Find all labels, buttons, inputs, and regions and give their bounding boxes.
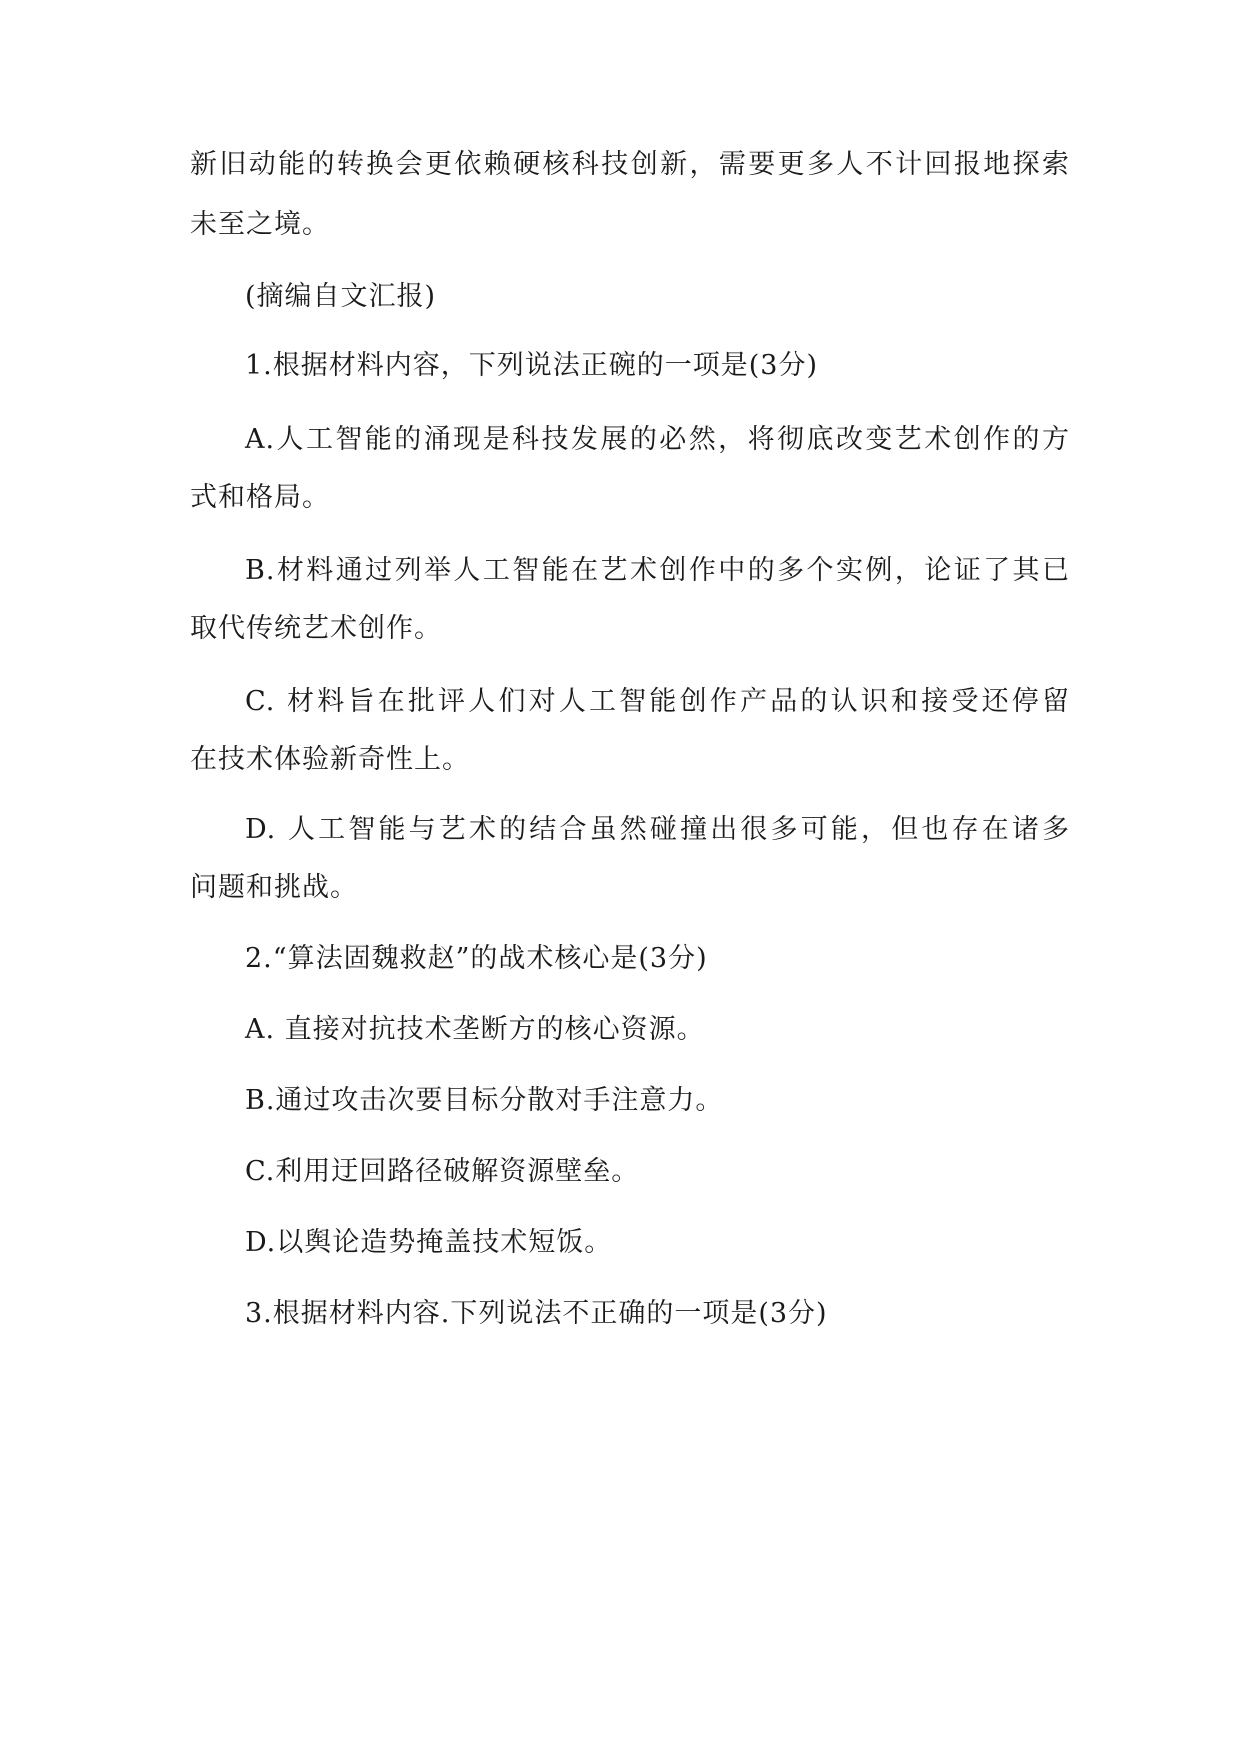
question-1-option-c-line-1: C. 材料旨在批评人们对人工智能创作产品的认识和接受还停留 bbox=[245, 686, 1070, 717]
intro-paragraph-line-2: 未至之境。 bbox=[190, 209, 330, 240]
question-1-option-a-line-1: A.人工智能的涌现是科技发展的必然，将彻底改变艺术创作的方 bbox=[245, 424, 1070, 455]
question-1-option-d-line-1: D. 人工智能与艺术的结合虽然碰撞出很多可能，但也存在诸多 bbox=[245, 814, 1070, 845]
question-1-option-d-line-2: 问题和挑战。 bbox=[190, 872, 358, 903]
question-1-option-a-line-2: 式和格局。 bbox=[190, 482, 330, 513]
question-2-option-d: D.以舆论造势掩盖技术短饭。 bbox=[245, 1227, 613, 1258]
intro-paragraph-line-1: 新旧动能的转换会更依赖硬核科技创新，需要更多人不计回报地探索 bbox=[190, 149, 1070, 180]
question-1-option-b-line-2: 取代传统艺术创作。 bbox=[190, 613, 442, 644]
question-2-option-b: B.通过攻击次要目标分散对手注意力。 bbox=[245, 1085, 724, 1116]
question-2-stem: 2.“算法固魏救赵”的战术核心是(3分) bbox=[245, 943, 708, 974]
question-3-stem: 3.根据材料内容.下列说法不正确的一项是(3分) bbox=[245, 1298, 828, 1329]
question-2-option-c: C.利用迂回路径破解资源壁垒。 bbox=[245, 1156, 640, 1187]
question-1-option-c-line-2: 在技术体验新奇性上。 bbox=[190, 744, 470, 775]
question-2-option-a: A. 直接对抗技术垄断方的核心资源。 bbox=[245, 1014, 705, 1045]
source-citation: (摘编自文汇报) bbox=[245, 281, 437, 312]
question-1-option-b-line-1: B.材料通过列举人工智能在艺术创作中的多个实例，论证了其已 bbox=[245, 555, 1070, 586]
question-1-stem: 1.根据材料内容，下列说法正碗的一项是(3分) bbox=[245, 350, 819, 381]
